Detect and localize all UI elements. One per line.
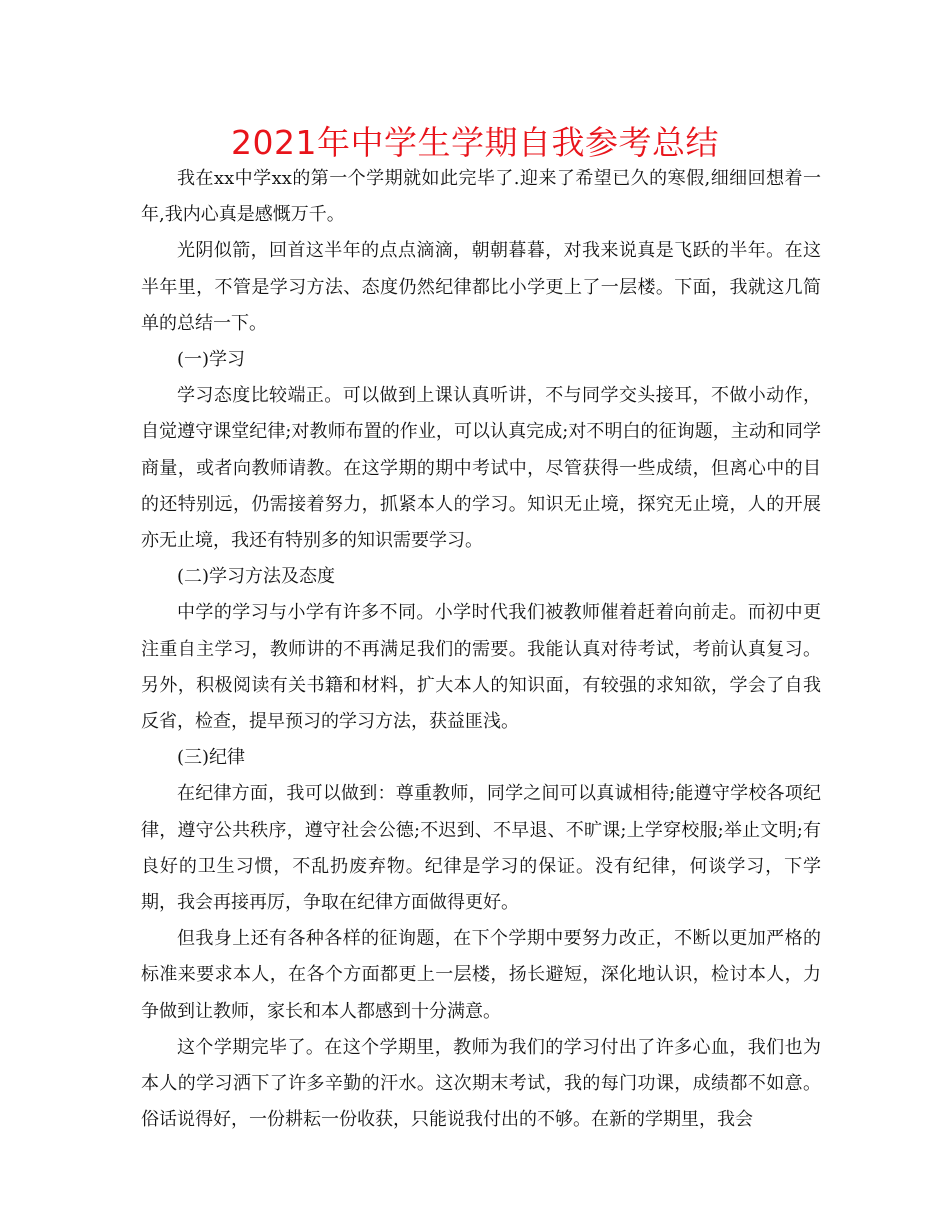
section-heading-method: (二)学习方法及态度 xyxy=(177,566,336,588)
section-heading-study: (一)学习 xyxy=(177,349,246,371)
paragraph-intro: 我在xx中学xx的第一个学期就如此完毕了.迎来了希望已久的寒假,细细回想着一年,我内心真是感慨万千。 xyxy=(141,168,821,226)
paragraph-method: 中学的学习与小学有许多不同。小学时代我们被教师催着赶着向前走。而初中更注重自主学习，教师讲的不再满足我们的需要。我能认真对待考试，考前认真复习。另外，积极阅读有关书籍和材料，扩大本人的知识面，有较强的求知欲，学会了自我反省，检查，提早预习的学习方法，获益匪浅。 xyxy=(141,602,821,733)
paragraph-overview: 光阴似箭，回首这半年的点点滴滴，朝朝暮暮，对我来说真是飞跃的半年。在这半年里，不管是学习方法、态度仍然纪律都比小学更上了一层楼。下面，我就这几简单的总结一下。 xyxy=(141,240,821,334)
section-heading-discipline: (三)纪律 xyxy=(177,747,246,769)
paragraph-conclusion: 这个学期完毕了。在这个学期里，教师为我们的学习付出了许多心血，我们也为本人的学习洒下了许多辛勤的汗水。这次期末考试，我的每门功课，成绩都不如意。俗话说得好，一份耕耘一份收获，只能说我付出的不够。在新的学期里，我会 xyxy=(141,1036,821,1131)
document-title: 2021年中学生学期自我参考总结 xyxy=(231,123,719,162)
document-body xyxy=(141,161,821,1138)
paragraph-discipline: 在纪律方面，我可以做到：尊重教师，同学之间可以真诚相待;能遵守学校各项纪律，遵守公共秩序，遵守社会公德;不迟到、不早退、不旷课;上学穿校服;举止文明;有良好的卫生习惯，不乱扔废弃物。纪律是学习的保证。没有纪律，何谈学习，下学期，我会再接再厉，争取在纪律方面做得更好。 xyxy=(141,783,821,914)
paragraph-study: 学习态度比较端正。可以做到上课认真听讲，不与同学交头接耳，不做小动作，自觉遵守课堂纪律;对教师布置的作业，可以认真完成;对不明白的征询题，主动和同学商量，或者向教师请教。在这学期的期中考试中，尽管获得一些成绩，但离心中的目的还特别远，仍需接着努力，抓紧本人的学习。知识无止境，探究无止境，人的开展亦无止境，我还有特别多的知识需要学习。 xyxy=(141,385,821,552)
paragraph-improvement: 但我身上还有各种各样的征询题，在下个学期中要努力改正，不断以更加严格的标准来要求本人，在各个方面都更上一层楼，扬长避短，深化地认识，检讨本人，力争做到让教师，家长和本人都感到十分满意。 xyxy=(141,928,821,1022)
